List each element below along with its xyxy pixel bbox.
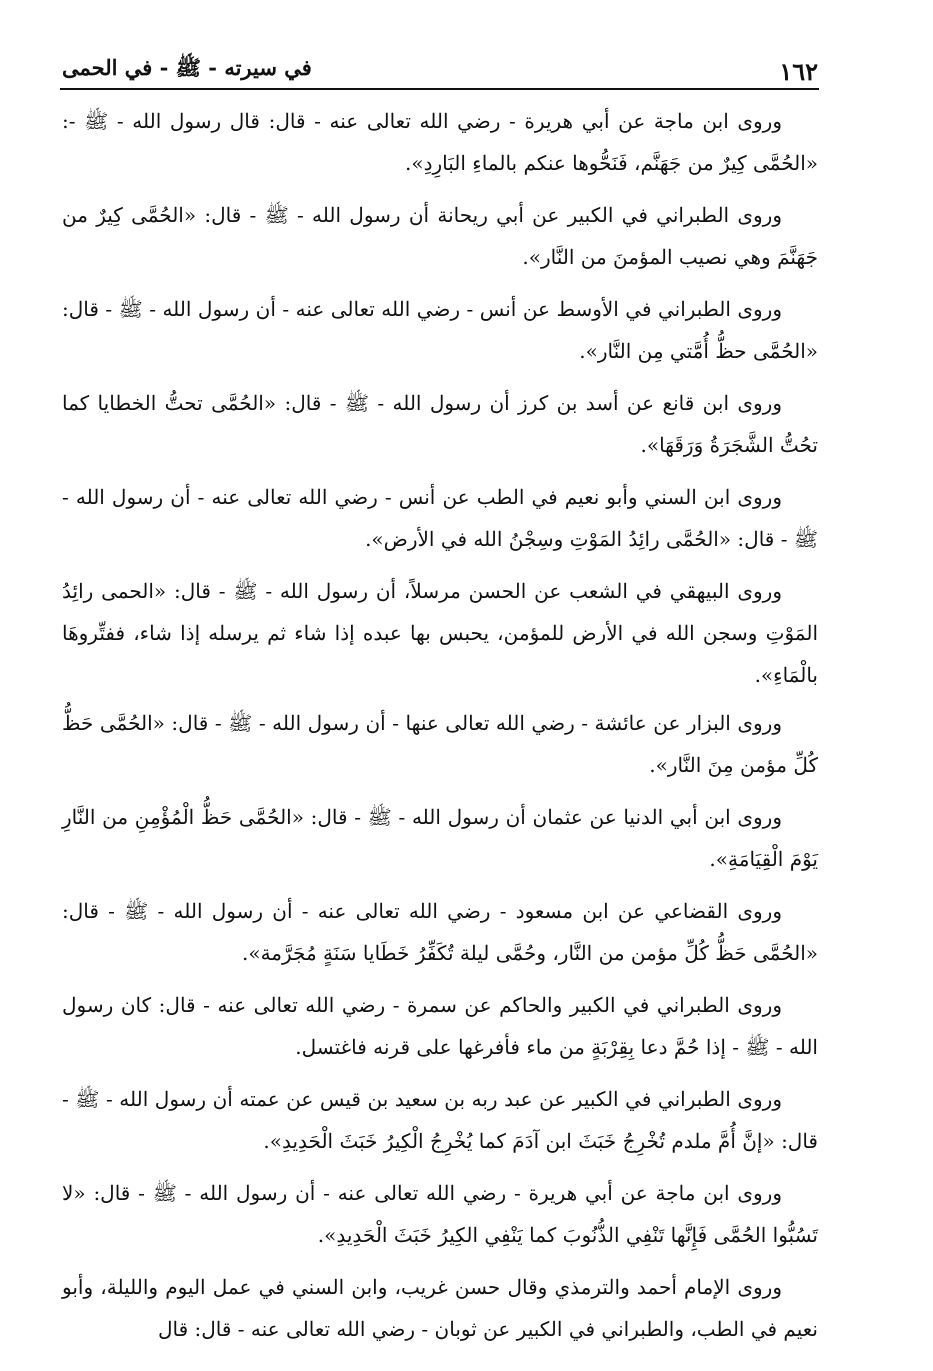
paragraph: وروى ابن قانع عن أسد بن كرز أن رسول الله - ﷺ - قال: «الحُمَّى تحتُّ الخطايا كما تحُتُّ الشَّجَرَةُ وَرَقَهَا».: [62, 391, 818, 457]
paragraph: وروى الطبراني في الكبير والحاكم عن سمرة - رضي الله تعالى عنه - قال: كان رسول الله - ﷺ - إذا حُمَّ دعا بِقِرْبَةٍ من ماء فأفرغها على قرنه فاغتسل.: [62, 993, 818, 1059]
paragraph: وروى البيهقي في الشعب عن الحسن مرسلاً، أن رسول الله - ﷺ - قال: «الحمى رائِدُ المَوْتِ وسجن الله في الأرض للمؤمن، يحبس بها عبده إذا شاء ثم يرسله إذا شاء، ففتِّروهَا بالْمَاءِ».: [62, 579, 818, 687]
paragraph: وروى الطبراني في الكبير عن أبي ريحانة أن رسول الله - ﷺ - قال: «الحُمَّى كِيرٌ من جَهَنَّمَ وهي نصيب المؤمنَ من النَّار».: [62, 203, 818, 269]
running-title: في سيرته - ﷺ - في الحمى: [62, 55, 312, 80]
paragraph: وروى القضاعي عن ابن مسعود - رضي الله تعالى عنه - أن رسول الله - ﷺ - قال: «الحُمَّى حَظُّ كُلِّ مؤمن من النَّار، وحُمَّى ليلة تُكَفِّرُ خَطَايا سَنَةٍ مُجَرَّمة».: [62, 899, 818, 965]
paragraph: وروى ابن ماجة عن أبي هريرة - رضي الله تعالى عنه - أن رسول الله - ﷺ - قال: «لا تَسُبُّوا الحُمَّى فَإِنَّها تَنْفِي الذُّنُوبَ كما يَنْفِي الكِيرُ خَبَثَ الْحَدِيدِ».: [62, 1181, 818, 1247]
paragraph: وروى الطبراني في الأوسط عن أنس - رضي الله تعالى عنه - أن رسول الله - ﷺ - قال: «الحُمَّى حظُّ أُمَّتي مِن النَّار».: [62, 297, 818, 363]
paragraph: وروى ابن ماجة عن أبي هريرة - رضي الله تعالى عنه - قال: قال رسول الله - ﷺ -: «الحُمَّى كِيرٌ من جَهَنَّم، فَنَحُّوها عنكم بالماءِ البَارِدِ».: [62, 109, 818, 175]
paragraph: وروى ابن أبي الدنيا عن عثمان أن رسول الله - ﷺ - قال: «الحُمَّى حَظُّ الْمُؤْمِنِ من النَّارِ يَوْمَ الْقِيَامَةِ».: [62, 805, 818, 871]
paragraph: وروى الطبراني في الكبير عن عبد ربه بن سعيد بن قيس عن عمته أن رسول الله - ﷺ - قال: «إنَّ أُمَّ ملدم تُخْرِجُ خَبَثَ ابن آدَمَ كما يُخْرِجُ الْكِيرُ خَبَثَ الْحَدِيدِ».: [62, 1087, 818, 1153]
paragraph: وروى البزار عن عائشة - رضي الله تعالى عنها - أن رسول الله - ﷺ - قال: «الحُمَّى حَظُّ كُلِّ مؤمن مِنَ النَّار».: [62, 711, 818, 777]
page-body: [62, 100, 818, 1360]
header-rule: [60, 88, 819, 90]
paragraph: وروى ابن السني وأبو نعيم في الطب عن أنس - رضي الله تعالى عنه - أن رسول الله - ﷺ - قال: «الحُمَّى رائِدُ المَوْتِ وسِجْنُ الله في الأرض».: [62, 485, 818, 551]
page-number: ١٦٢: [779, 57, 818, 86]
paragraph: وروى الإمام أحمد والترمذي وقال حسن غريب، وابن السني في عمل اليوم والليلة، وأبو نعيم في الطب، والطبراني في الكبير عن ثوبان - رضي الله تعالى عنه - قال: قال: [62, 1275, 818, 1341]
page-header: [62, 42, 818, 92]
